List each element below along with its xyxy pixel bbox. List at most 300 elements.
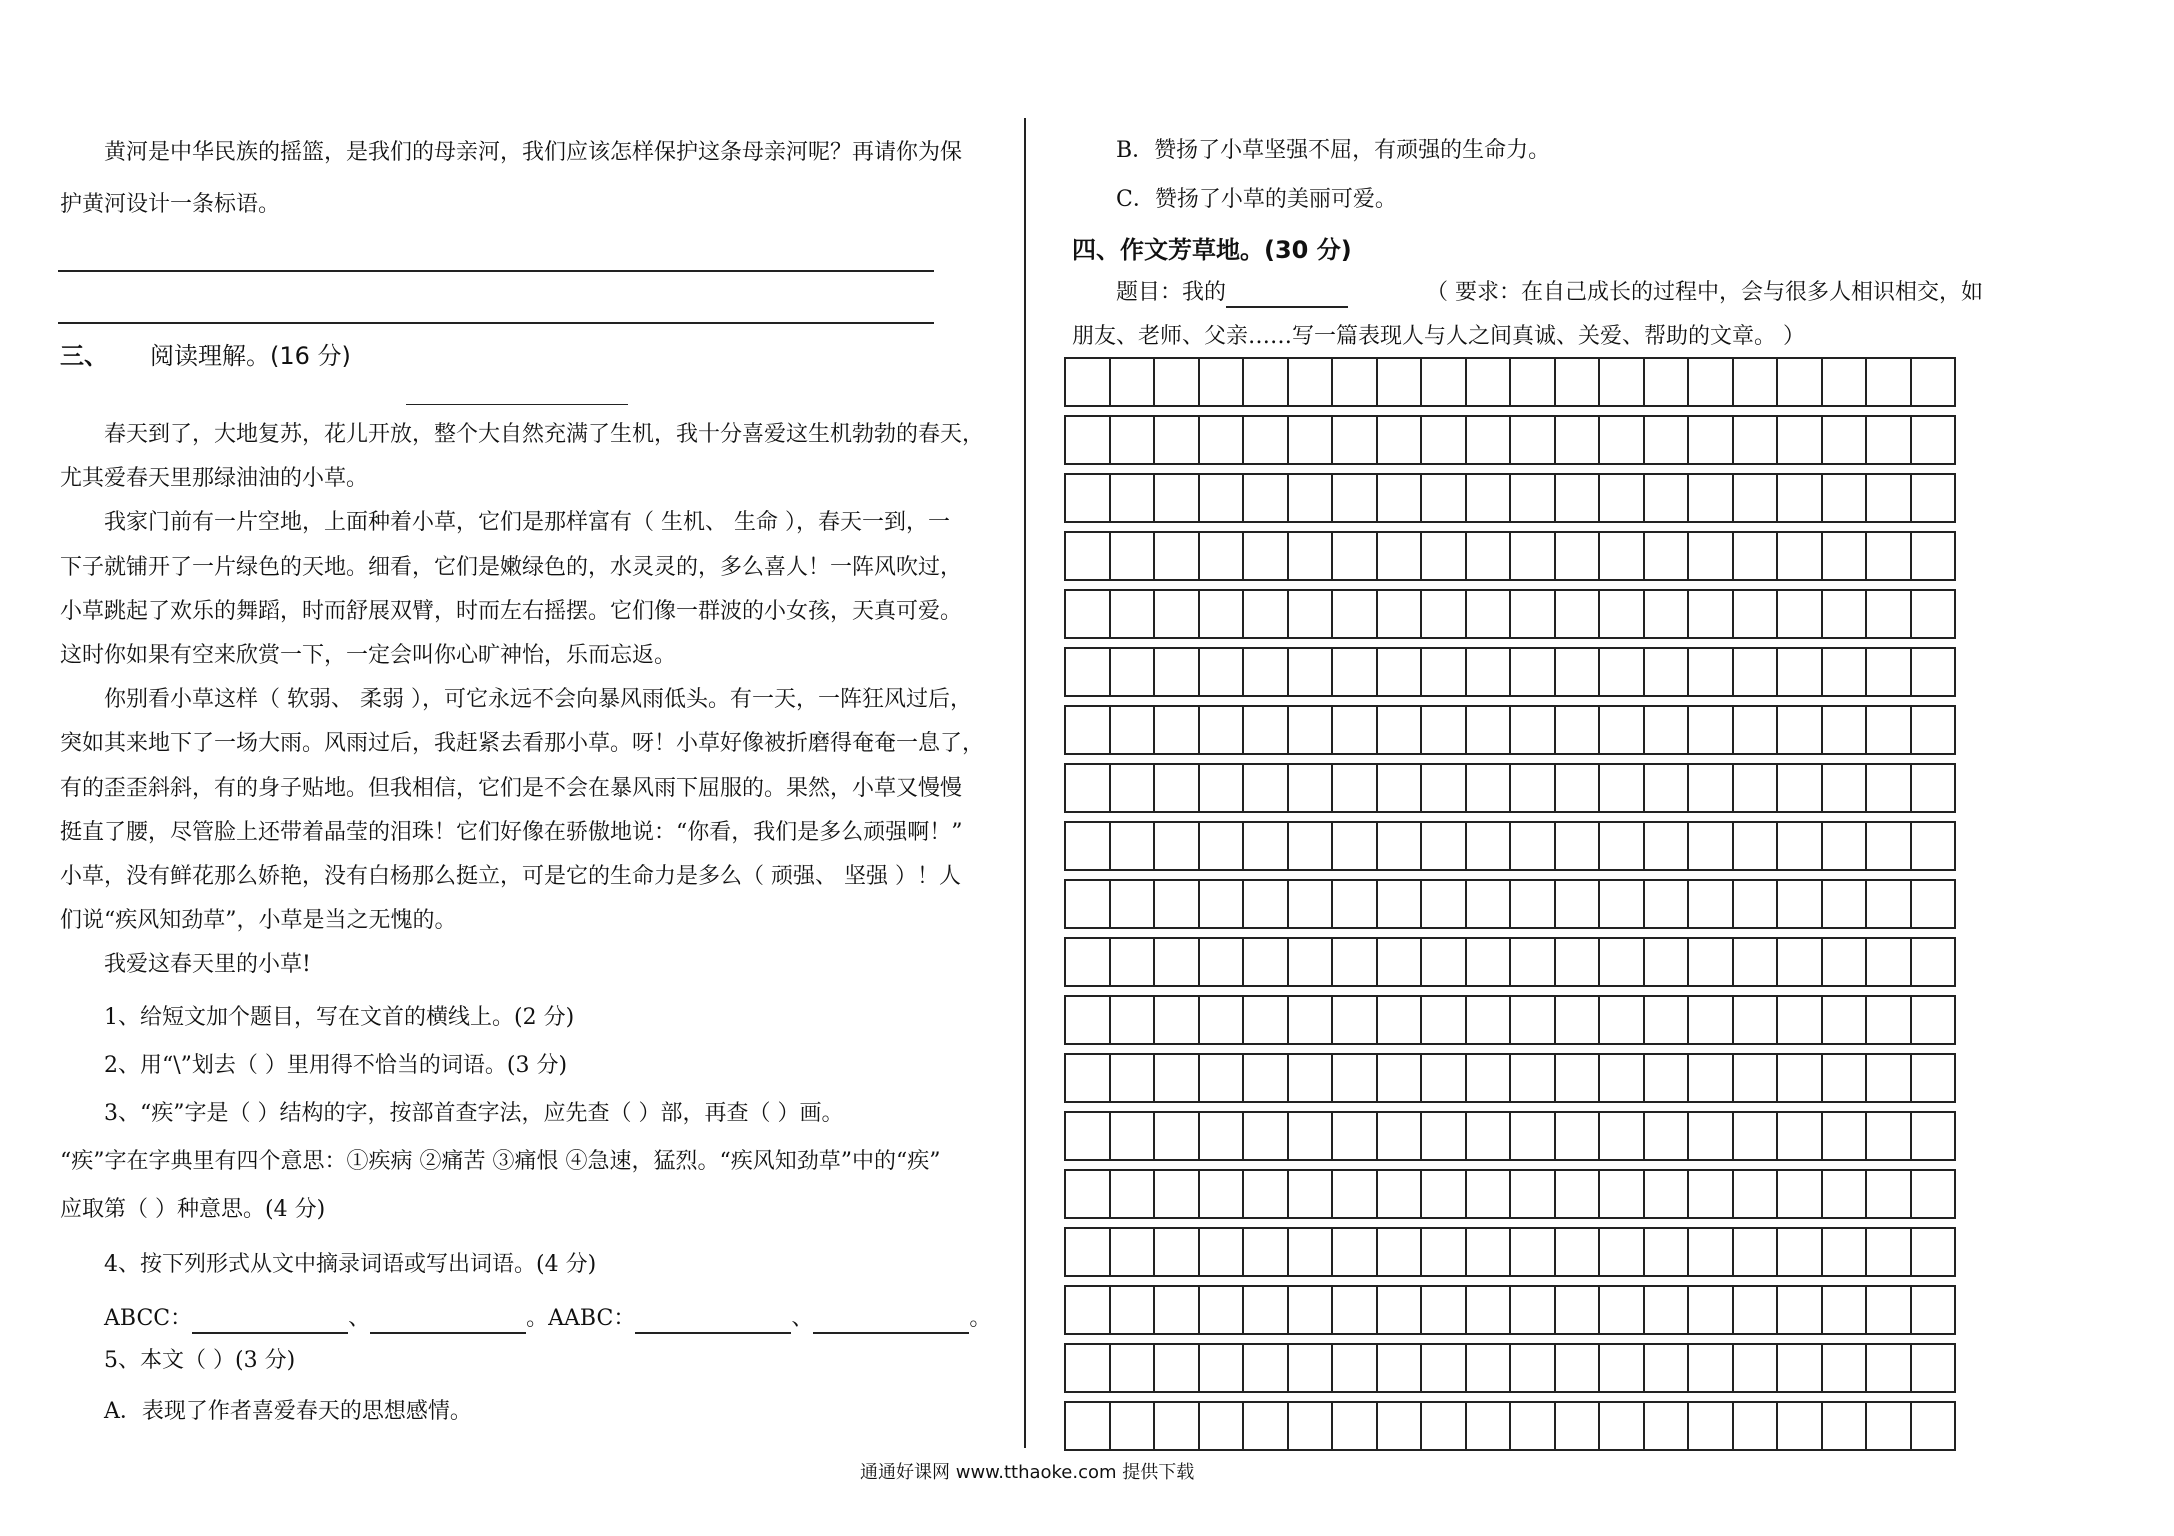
grid-cell[interactable] bbox=[1289, 823, 1334, 869]
grid-cell[interactable] bbox=[1467, 939, 1512, 985]
grid-cell[interactable] bbox=[1066, 591, 1111, 637]
grid-cell[interactable] bbox=[1734, 1345, 1779, 1391]
grid-cell[interactable] bbox=[1378, 823, 1423, 869]
grid-cell[interactable] bbox=[1600, 1229, 1645, 1275]
grid-cell[interactable] bbox=[1289, 997, 1334, 1043]
grid-cell[interactable] bbox=[1600, 997, 1645, 1043]
grid-cell[interactable] bbox=[1200, 823, 1245, 869]
grid-cell[interactable] bbox=[1689, 997, 1734, 1043]
grid-cell[interactable] bbox=[1912, 649, 1955, 695]
grid-cell[interactable] bbox=[1867, 1403, 1912, 1449]
grid-cell[interactable] bbox=[1378, 1055, 1423, 1101]
grid-cell[interactable] bbox=[1734, 475, 1779, 521]
grid-cell[interactable] bbox=[1645, 1403, 1690, 1449]
grid-cell[interactable] bbox=[1778, 359, 1823, 405]
grid-cell[interactable] bbox=[1066, 997, 1111, 1043]
grid-cell[interactable] bbox=[1645, 1229, 1690, 1275]
grid-cell[interactable] bbox=[1867, 1345, 1912, 1391]
grid-cell[interactable] bbox=[1244, 533, 1289, 579]
grid-cell[interactable] bbox=[1066, 649, 1111, 695]
grid-cell[interactable] bbox=[1867, 1113, 1912, 1159]
grid-cell[interactable] bbox=[1066, 533, 1111, 579]
grid-cell[interactable] bbox=[1867, 533, 1912, 579]
grid-cell[interactable] bbox=[1244, 823, 1289, 869]
grid-cell[interactable] bbox=[1200, 475, 1245, 521]
grid-cell[interactable] bbox=[1912, 1229, 1955, 1275]
grid-cell[interactable] bbox=[1422, 475, 1467, 521]
grid-cell[interactable] bbox=[1912, 881, 1955, 927]
grid-cell[interactable] bbox=[1066, 1229, 1111, 1275]
grid-cell[interactable] bbox=[1556, 823, 1601, 869]
grid-cell[interactable] bbox=[1867, 1055, 1912, 1101]
grid-cell[interactable] bbox=[1511, 1403, 1556, 1449]
aabc-blank-1[interactable] bbox=[635, 1308, 791, 1334]
grid-cell[interactable] bbox=[1778, 1229, 1823, 1275]
grid-cell[interactable] bbox=[1556, 707, 1601, 753]
grid-cell[interactable] bbox=[1467, 533, 1512, 579]
grid-cell[interactable] bbox=[1422, 823, 1467, 869]
grid-cell[interactable] bbox=[1289, 1229, 1334, 1275]
grid-cell[interactable] bbox=[1734, 881, 1779, 927]
grid-cell[interactable] bbox=[1511, 1287, 1556, 1333]
grid-cell[interactable] bbox=[1378, 1171, 1423, 1217]
grid-cell[interactable] bbox=[1734, 1055, 1779, 1101]
grid-cell[interactable] bbox=[1422, 997, 1467, 1043]
grid-cell[interactable] bbox=[1823, 1287, 1868, 1333]
grid-cell[interactable] bbox=[1689, 881, 1734, 927]
grid-cell[interactable] bbox=[1066, 881, 1111, 927]
grid-cell[interactable] bbox=[1155, 1287, 1200, 1333]
grid-cell[interactable] bbox=[1778, 1403, 1823, 1449]
grid-cell[interactable] bbox=[1645, 881, 1690, 927]
grid-cell[interactable] bbox=[1066, 1403, 1111, 1449]
grid-cell[interactable] bbox=[1244, 1287, 1289, 1333]
grid-cell[interactable] bbox=[1689, 765, 1734, 811]
grid-cell[interactable] bbox=[1066, 417, 1111, 463]
grid-cell[interactable] bbox=[1556, 1055, 1601, 1101]
grid-cell[interactable] bbox=[1778, 1113, 1823, 1159]
grid-cell[interactable] bbox=[1511, 359, 1556, 405]
grid-cell[interactable] bbox=[1689, 1113, 1734, 1159]
grid-cell[interactable] bbox=[1289, 1113, 1334, 1159]
grid-cell[interactable] bbox=[1734, 533, 1779, 579]
grid-cell[interactable] bbox=[1467, 359, 1512, 405]
grid-cell[interactable] bbox=[1378, 1403, 1423, 1449]
grid-cell[interactable] bbox=[1734, 997, 1779, 1043]
grid-cell[interactable] bbox=[1734, 1403, 1779, 1449]
grid-cell[interactable] bbox=[1200, 1403, 1245, 1449]
grid-cell[interactable] bbox=[1867, 997, 1912, 1043]
grid-cell[interactable] bbox=[1645, 1113, 1690, 1159]
grid-cell[interactable] bbox=[1111, 997, 1156, 1043]
grid-cell[interactable] bbox=[1200, 649, 1245, 695]
grid-cell[interactable] bbox=[1111, 649, 1156, 695]
grid-cell[interactable] bbox=[1778, 475, 1823, 521]
grid-cell[interactable] bbox=[1912, 1113, 1955, 1159]
grid-cell[interactable] bbox=[1645, 939, 1690, 985]
grid-cell[interactable] bbox=[1155, 707, 1200, 753]
grid-cell[interactable] bbox=[1244, 997, 1289, 1043]
grid-cell[interactable] bbox=[1778, 939, 1823, 985]
grid-cell[interactable] bbox=[1511, 823, 1556, 869]
grid-cell[interactable] bbox=[1467, 417, 1512, 463]
grid-cell[interactable] bbox=[1689, 359, 1734, 405]
grid-cell[interactable] bbox=[1867, 823, 1912, 869]
grid-cell[interactable] bbox=[1333, 533, 1378, 579]
grid-cell[interactable] bbox=[1467, 649, 1512, 695]
grid-cell[interactable] bbox=[1823, 417, 1868, 463]
grid-cell[interactable] bbox=[1912, 1345, 1955, 1391]
grid-cell[interactable] bbox=[1333, 1171, 1378, 1217]
grid-cell[interactable] bbox=[1556, 359, 1601, 405]
grid-cell[interactable] bbox=[1289, 591, 1334, 637]
grid-cell[interactable] bbox=[1556, 1345, 1601, 1391]
grid-cell[interactable] bbox=[1422, 1171, 1467, 1217]
grid-cell[interactable] bbox=[1467, 1113, 1512, 1159]
grid-cell[interactable] bbox=[1200, 591, 1245, 637]
grid-cell[interactable] bbox=[1823, 707, 1868, 753]
grid-cell[interactable] bbox=[1333, 1055, 1378, 1101]
grid-cell[interactable] bbox=[1111, 359, 1156, 405]
grid-cell[interactable] bbox=[1155, 997, 1200, 1043]
grid-cell[interactable] bbox=[1556, 475, 1601, 521]
grid-cell[interactable] bbox=[1422, 765, 1467, 811]
grid-cell[interactable] bbox=[1289, 939, 1334, 985]
grid-cell[interactable] bbox=[1689, 591, 1734, 637]
grid-cell[interactable] bbox=[1155, 939, 1200, 985]
grid-cell[interactable] bbox=[1422, 1403, 1467, 1449]
grid-cell[interactable] bbox=[1912, 939, 1955, 985]
grid-cell[interactable] bbox=[1244, 417, 1289, 463]
grid-cell[interactable] bbox=[1289, 1171, 1334, 1217]
grid-cell[interactable] bbox=[1244, 359, 1289, 405]
grid-cell[interactable] bbox=[1734, 417, 1779, 463]
grid-cell[interactable] bbox=[1511, 939, 1556, 985]
grid-cell[interactable] bbox=[1511, 881, 1556, 927]
grid-cell[interactable] bbox=[1912, 1287, 1955, 1333]
grid-cell[interactable] bbox=[1823, 823, 1868, 869]
grid-cell[interactable] bbox=[1155, 1403, 1200, 1449]
grid-cell[interactable] bbox=[1556, 1403, 1601, 1449]
grid-cell[interactable] bbox=[1244, 881, 1289, 927]
grid-cell[interactable] bbox=[1066, 765, 1111, 811]
grid-cell[interactable] bbox=[1289, 533, 1334, 579]
grid-cell[interactable] bbox=[1734, 707, 1779, 753]
grid-cell[interactable] bbox=[1111, 1345, 1156, 1391]
grid-cell[interactable] bbox=[1467, 1345, 1512, 1391]
grid-cell[interactable] bbox=[1689, 1171, 1734, 1217]
grid-cell[interactable] bbox=[1244, 1345, 1289, 1391]
grid-cell[interactable] bbox=[1734, 939, 1779, 985]
grid-cell[interactable] bbox=[1200, 939, 1245, 985]
grid-cell[interactable] bbox=[1111, 765, 1156, 811]
grid-cell[interactable] bbox=[1778, 591, 1823, 637]
grid-cell[interactable] bbox=[1200, 1287, 1245, 1333]
grid-cell[interactable] bbox=[1867, 1229, 1912, 1275]
grid-cell[interactable] bbox=[1511, 765, 1556, 811]
grid-cell[interactable] bbox=[1778, 533, 1823, 579]
grid-cell[interactable] bbox=[1155, 881, 1200, 927]
grid-cell[interactable] bbox=[1333, 823, 1378, 869]
grid-cell[interactable] bbox=[1333, 1229, 1378, 1275]
grid-cell[interactable] bbox=[1778, 707, 1823, 753]
grid-cell[interactable] bbox=[1111, 939, 1156, 985]
grid-cell[interactable] bbox=[1155, 1229, 1200, 1275]
grid-cell[interactable] bbox=[1467, 881, 1512, 927]
grid-cell[interactable] bbox=[1778, 1287, 1823, 1333]
grid-cell[interactable] bbox=[1333, 1113, 1378, 1159]
grid-cell[interactable] bbox=[1867, 417, 1912, 463]
grid-cell[interactable] bbox=[1778, 1345, 1823, 1391]
grid-cell[interactable] bbox=[1200, 765, 1245, 811]
grid-cell[interactable] bbox=[1467, 475, 1512, 521]
grid-cell[interactable] bbox=[1689, 1229, 1734, 1275]
grid-cell[interactable] bbox=[1244, 1113, 1289, 1159]
grid-cell[interactable] bbox=[1645, 475, 1690, 521]
grid-cell[interactable] bbox=[1422, 939, 1467, 985]
grid-cell[interactable] bbox=[1556, 1171, 1601, 1217]
grid-cell[interactable] bbox=[1066, 1345, 1111, 1391]
grid-cell[interactable] bbox=[1378, 591, 1423, 637]
grid-cell[interactable] bbox=[1422, 1113, 1467, 1159]
grid-cell[interactable] bbox=[1689, 1055, 1734, 1101]
grid-cell[interactable] bbox=[1111, 1229, 1156, 1275]
grid-cell[interactable] bbox=[1422, 707, 1467, 753]
grid-cell[interactable] bbox=[1244, 591, 1289, 637]
grid-cell[interactable] bbox=[1912, 1171, 1955, 1217]
grid-cell[interactable] bbox=[1778, 997, 1823, 1043]
grid-cell[interactable] bbox=[1912, 417, 1955, 463]
grid-cell[interactable] bbox=[1823, 1403, 1868, 1449]
grid-cell[interactable] bbox=[1823, 1113, 1868, 1159]
grid-cell[interactable] bbox=[1333, 475, 1378, 521]
grid-cell[interactable] bbox=[1333, 649, 1378, 695]
grid-cell[interactable] bbox=[1200, 1171, 1245, 1217]
grid-cell[interactable] bbox=[1912, 765, 1955, 811]
grid-cell[interactable] bbox=[1734, 649, 1779, 695]
grid-cell[interactable] bbox=[1289, 1287, 1334, 1333]
grid-cell[interactable] bbox=[1689, 533, 1734, 579]
grid-cell[interactable] bbox=[1111, 533, 1156, 579]
grid-cell[interactable] bbox=[1333, 359, 1378, 405]
grid-cell[interactable] bbox=[1556, 1287, 1601, 1333]
grid-cell[interactable] bbox=[1111, 707, 1156, 753]
grid-cell[interactable] bbox=[1289, 707, 1334, 753]
grid-cell[interactable] bbox=[1200, 997, 1245, 1043]
grid-cell[interactable] bbox=[1645, 997, 1690, 1043]
grid-cell[interactable] bbox=[1422, 359, 1467, 405]
grid-cell[interactable] bbox=[1333, 997, 1378, 1043]
grid-cell[interactable] bbox=[1912, 1403, 1955, 1449]
grid-cell[interactable] bbox=[1155, 1171, 1200, 1217]
grid-cell[interactable] bbox=[1289, 417, 1334, 463]
grid-cell[interactable] bbox=[1155, 591, 1200, 637]
grid-cell[interactable] bbox=[1467, 1055, 1512, 1101]
grid-cell[interactable] bbox=[1823, 1055, 1868, 1101]
grid-cell[interactable] bbox=[1422, 533, 1467, 579]
grid-cell[interactable] bbox=[1734, 1113, 1779, 1159]
grid-cell[interactable] bbox=[1289, 649, 1334, 695]
grid-cell[interactable] bbox=[1645, 359, 1690, 405]
grid-cell[interactable] bbox=[1823, 939, 1868, 985]
grid-cell[interactable] bbox=[1734, 765, 1779, 811]
grid-cell[interactable] bbox=[1378, 533, 1423, 579]
grid-cell[interactable] bbox=[1645, 533, 1690, 579]
grid-cell[interactable] bbox=[1823, 591, 1868, 637]
grid-cell[interactable] bbox=[1244, 765, 1289, 811]
grid-cell[interactable] bbox=[1734, 823, 1779, 869]
grid-cell[interactable] bbox=[1244, 1403, 1289, 1449]
grid-cell[interactable] bbox=[1467, 1403, 1512, 1449]
grid-cell[interactable] bbox=[1556, 649, 1601, 695]
grid-cell[interactable] bbox=[1200, 1229, 1245, 1275]
grid-cell[interactable] bbox=[1912, 359, 1955, 405]
grid-cell[interactable] bbox=[1600, 1055, 1645, 1101]
grid-cell[interactable] bbox=[1689, 649, 1734, 695]
grid-cell[interactable] bbox=[1066, 1287, 1111, 1333]
grid-cell[interactable] bbox=[1600, 649, 1645, 695]
grid-cell[interactable] bbox=[1600, 823, 1645, 869]
grid-cell[interactable] bbox=[1422, 1229, 1467, 1275]
grid-cell[interactable] bbox=[1155, 765, 1200, 811]
grid-cell[interactable] bbox=[1422, 881, 1467, 927]
grid-cell[interactable] bbox=[1511, 1345, 1556, 1391]
grid-cell[interactable] bbox=[1511, 707, 1556, 753]
grid-cell[interactable] bbox=[1912, 591, 1955, 637]
grid-cell[interactable] bbox=[1244, 1171, 1289, 1217]
grid-cell[interactable] bbox=[1333, 1345, 1378, 1391]
grid-cell[interactable] bbox=[1556, 1113, 1601, 1159]
grid-cell[interactable] bbox=[1378, 707, 1423, 753]
grid-cell[interactable] bbox=[1912, 707, 1955, 753]
grid-cell[interactable] bbox=[1289, 1055, 1334, 1101]
grid-cell[interactable] bbox=[1511, 997, 1556, 1043]
grid-cell[interactable] bbox=[1155, 475, 1200, 521]
grid-cell[interactable] bbox=[1689, 1345, 1734, 1391]
grid-cell[interactable] bbox=[1155, 1055, 1200, 1101]
grid-cell[interactable] bbox=[1333, 707, 1378, 753]
grid-cell[interactable] bbox=[1155, 823, 1200, 869]
grid-cell[interactable] bbox=[1200, 1113, 1245, 1159]
grid-cell[interactable] bbox=[1467, 1287, 1512, 1333]
grid-cell[interactable] bbox=[1689, 823, 1734, 869]
grid-cell[interactable] bbox=[1867, 649, 1912, 695]
grid-cell[interactable] bbox=[1511, 1113, 1556, 1159]
grid-cell[interactable] bbox=[1155, 1113, 1200, 1159]
grid-cell[interactable] bbox=[1645, 1345, 1690, 1391]
grid-cell[interactable] bbox=[1200, 1055, 1245, 1101]
grid-cell[interactable] bbox=[1511, 475, 1556, 521]
abcc-blank-1[interactable] bbox=[192, 1308, 348, 1334]
grid-cell[interactable] bbox=[1867, 1287, 1912, 1333]
grid-cell[interactable] bbox=[1600, 881, 1645, 927]
grid-cell[interactable] bbox=[1823, 649, 1868, 695]
grid-cell[interactable] bbox=[1333, 881, 1378, 927]
grid-cell[interactable] bbox=[1645, 417, 1690, 463]
grid-cell[interactable] bbox=[1066, 1171, 1111, 1217]
grid-cell[interactable] bbox=[1378, 475, 1423, 521]
grid-cell[interactable] bbox=[1734, 1229, 1779, 1275]
grid-cell[interactable] bbox=[1823, 359, 1868, 405]
grid-cell[interactable] bbox=[1600, 359, 1645, 405]
grid-cell[interactable] bbox=[1244, 1229, 1289, 1275]
grid-cell[interactable] bbox=[1645, 707, 1690, 753]
grid-cell[interactable] bbox=[1645, 1171, 1690, 1217]
grid-cell[interactable] bbox=[1467, 1171, 1512, 1217]
grid-cell[interactable] bbox=[1645, 591, 1690, 637]
grid-cell[interactable] bbox=[1378, 1229, 1423, 1275]
grid-cell[interactable] bbox=[1689, 1403, 1734, 1449]
grid-cell[interactable] bbox=[1823, 475, 1868, 521]
grid-cell[interactable] bbox=[1511, 533, 1556, 579]
grid-cell[interactable] bbox=[1511, 417, 1556, 463]
grid-cell[interactable] bbox=[1422, 1287, 1467, 1333]
grid-cell[interactable] bbox=[1378, 649, 1423, 695]
grid-cell[interactable] bbox=[1244, 649, 1289, 695]
grid-cell[interactable] bbox=[1867, 881, 1912, 927]
grid-cell[interactable] bbox=[1333, 591, 1378, 637]
grid-cell[interactable] bbox=[1244, 707, 1289, 753]
grid-cell[interactable] bbox=[1066, 823, 1111, 869]
grid-cell[interactable] bbox=[1422, 591, 1467, 637]
grid-cell[interactable] bbox=[1111, 417, 1156, 463]
grid-cell[interactable] bbox=[1867, 765, 1912, 811]
grid-cell[interactable] bbox=[1511, 1229, 1556, 1275]
grid-cell[interactable] bbox=[1289, 1403, 1334, 1449]
topic-blank[interactable] bbox=[1226, 282, 1348, 308]
grid-cell[interactable] bbox=[1155, 1345, 1200, 1391]
grid-cell[interactable] bbox=[1867, 939, 1912, 985]
grid-cell[interactable] bbox=[1823, 881, 1868, 927]
grid-cell[interactable] bbox=[1912, 475, 1955, 521]
grid-cell[interactable] bbox=[1111, 1113, 1156, 1159]
grid-cell[interactable] bbox=[1645, 649, 1690, 695]
grid-cell[interactable] bbox=[1600, 1171, 1645, 1217]
grid-cell[interactable] bbox=[1200, 417, 1245, 463]
grid-cell[interactable] bbox=[1556, 881, 1601, 927]
grid-cell[interactable] bbox=[1378, 1287, 1423, 1333]
grid-cell[interactable] bbox=[1645, 1055, 1690, 1101]
grid-cell[interactable] bbox=[1111, 881, 1156, 927]
grid-cell[interactable] bbox=[1778, 881, 1823, 927]
grid-cell[interactable] bbox=[1333, 1403, 1378, 1449]
grid-cell[interactable] bbox=[1244, 475, 1289, 521]
grid-cell[interactable] bbox=[1467, 1229, 1512, 1275]
grid-cell[interactable] bbox=[1556, 591, 1601, 637]
essay-writing-grid[interactable] bbox=[1064, 357, 1956, 1459]
grid-cell[interactable] bbox=[1422, 1345, 1467, 1391]
grid-cell[interactable] bbox=[1289, 359, 1334, 405]
grid-cell[interactable] bbox=[1511, 1171, 1556, 1217]
grid-cell[interactable] bbox=[1333, 417, 1378, 463]
grid-cell[interactable] bbox=[1422, 417, 1467, 463]
grid-cell[interactable] bbox=[1823, 1229, 1868, 1275]
grid-cell[interactable] bbox=[1600, 707, 1645, 753]
grid-cell[interactable] bbox=[1778, 823, 1823, 869]
grid-cell[interactable] bbox=[1111, 1055, 1156, 1101]
grid-cell[interactable] bbox=[1378, 765, 1423, 811]
grid-cell[interactable] bbox=[1066, 1055, 1111, 1101]
grid-cell[interactable] bbox=[1378, 881, 1423, 927]
grid-cell[interactable] bbox=[1867, 1171, 1912, 1217]
grid-cell[interactable] bbox=[1867, 707, 1912, 753]
grid-cell[interactable] bbox=[1111, 823, 1156, 869]
grid-cell[interactable] bbox=[1289, 765, 1334, 811]
abcc-blank-2[interactable] bbox=[370, 1308, 526, 1334]
grid-cell[interactable] bbox=[1823, 1171, 1868, 1217]
grid-cell[interactable] bbox=[1867, 359, 1912, 405]
grid-cell[interactable] bbox=[1778, 1055, 1823, 1101]
